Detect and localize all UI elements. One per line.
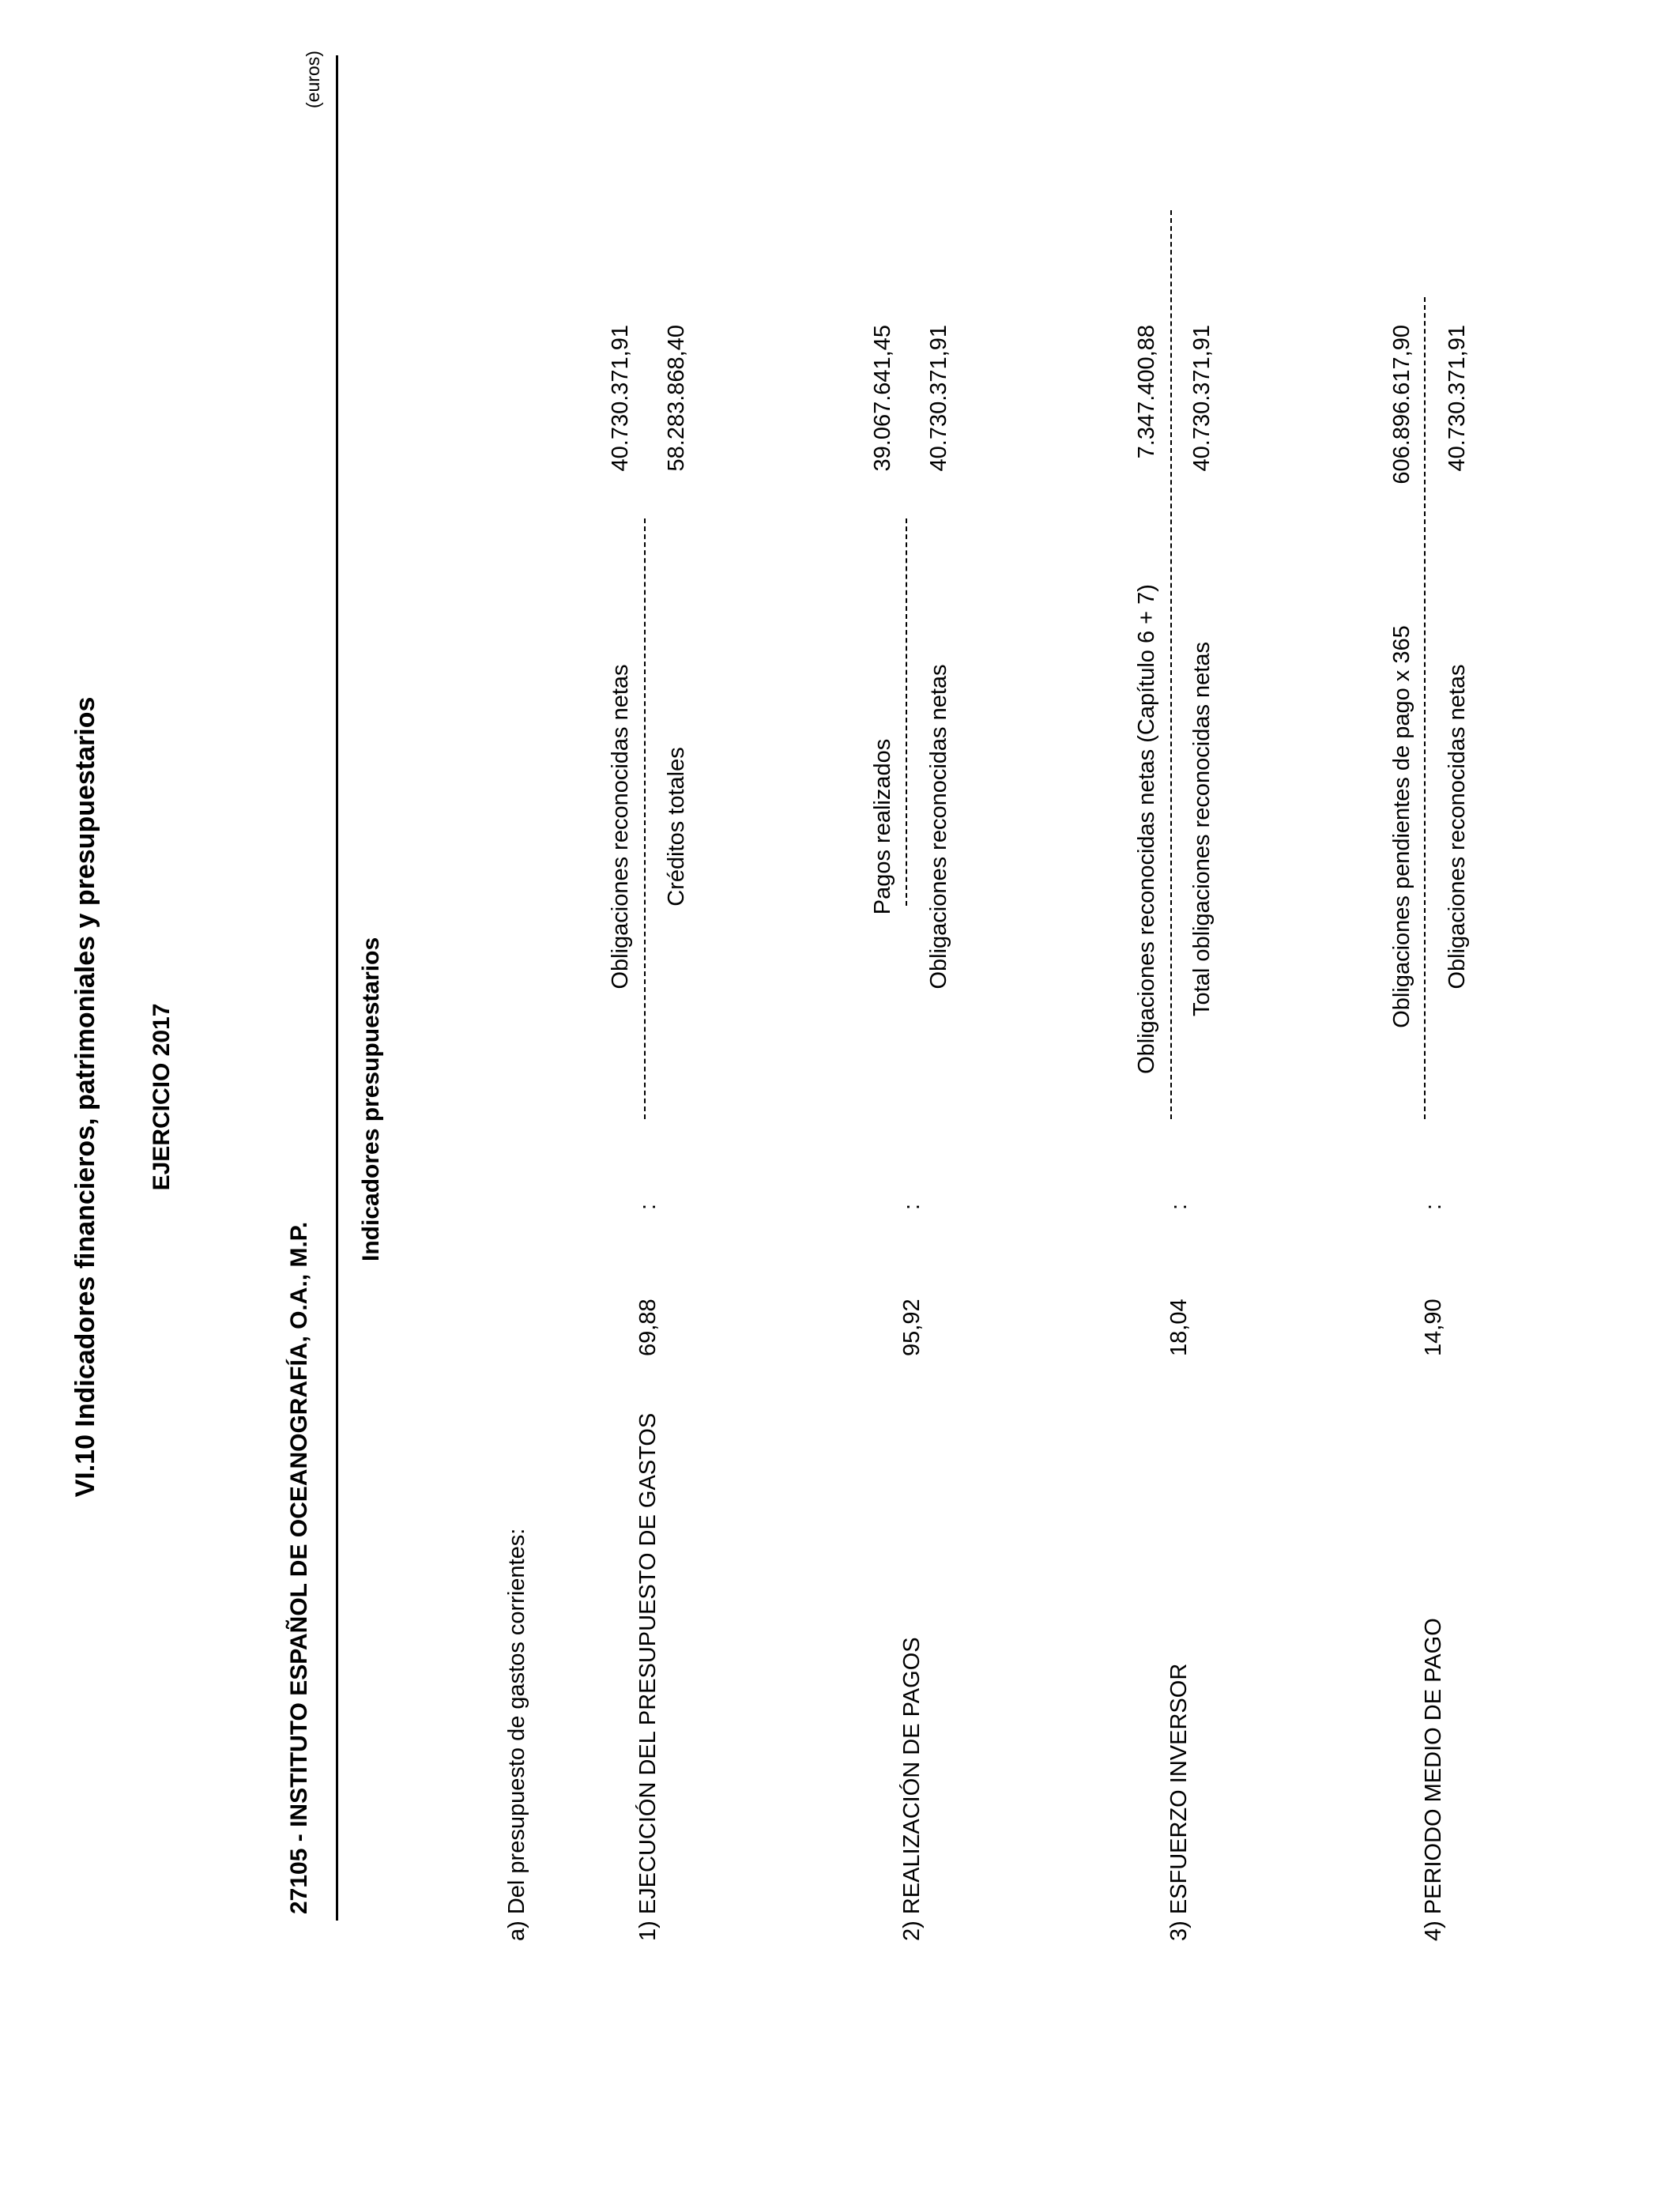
subsection-title: a) Del presupuesto de gastos corrientes: bbox=[504, 1528, 529, 1941]
numerator-label: Pagos realizados bbox=[870, 738, 895, 915]
indicator-label: 2) REALIZACIÓN DE PAGOS bbox=[899, 1637, 925, 1941]
indicator-value: 14,90 bbox=[1421, 1299, 1446, 1356]
numerator-value: 7.347.400,88 bbox=[1134, 325, 1159, 459]
indicator-separator: : bbox=[1421, 1203, 1446, 1210]
denominator-value: 40.730.371,91 bbox=[1189, 325, 1215, 472]
denominator-label: Obligaciones reconocidas netas bbox=[1445, 664, 1470, 990]
denominator-value: 58.283.868,40 bbox=[664, 325, 689, 472]
indicator-separator: : bbox=[899, 1203, 925, 1210]
denominator-label: Total obligaciones reconocidas netas bbox=[1189, 642, 1215, 1016]
units-label: (euros) bbox=[303, 51, 323, 108]
numerator-value: 40.730.371,91 bbox=[608, 325, 633, 472]
indicator-value: 18,04 bbox=[1166, 1299, 1192, 1356]
report-title: VI.10 Indicadores financieros, patrimoniales y presupuestarios bbox=[70, 696, 100, 1498]
fraction-line bbox=[1424, 297, 1426, 1119]
indicator-separator: : bbox=[1166, 1203, 1192, 1210]
exercise-year: EJERCICIO 2017 bbox=[149, 1003, 175, 1191]
numerator-label: Obligaciones pendientes de pago x 365 bbox=[1389, 625, 1414, 1028]
denominator-value: 40.730.371,91 bbox=[926, 325, 951, 472]
indicator-label: 4) PERIODO MEDIO DE PAGO bbox=[1421, 1618, 1446, 1941]
denominator-label: Créditos totales bbox=[664, 747, 689, 907]
entity-name: 27105 - INSTITUTO ESPAÑOL DE OCEANOGRAFÍA, O.A., M.P. bbox=[286, 1221, 312, 1914]
fraction-line bbox=[644, 518, 646, 1119]
numerator-label: Obligaciones reconocidas netas bbox=[608, 664, 633, 990]
fraction-line bbox=[906, 518, 907, 906]
denominator-label: Obligaciones reconocidas netas bbox=[926, 664, 951, 990]
numerator-label: Obligaciones reconocidas netas (Capítulo 6 + 7) bbox=[1134, 584, 1159, 1074]
fraction-line bbox=[1170, 210, 1172, 1119]
indicator-value: 69,88 bbox=[635, 1299, 661, 1356]
indicator-separator: : bbox=[635, 1203, 661, 1210]
denominator-value: 40.730.371,91 bbox=[1445, 325, 1470, 472]
indicator-label: 3) ESFUERZO INVERSOR bbox=[1166, 1663, 1192, 1941]
indicator-value: 95,92 bbox=[899, 1299, 925, 1356]
numerator-value: 39.067.641,45 bbox=[870, 325, 895, 472]
numerator-value: 606.896.617,90 bbox=[1389, 325, 1414, 484]
header-rule bbox=[336, 55, 338, 1921]
indicator-label: 1) EJECUCIÓN DEL PRESUPUESTO DE GASTOS bbox=[635, 1412, 661, 1941]
section-title: Indicadores presupuestarios bbox=[358, 937, 384, 1261]
